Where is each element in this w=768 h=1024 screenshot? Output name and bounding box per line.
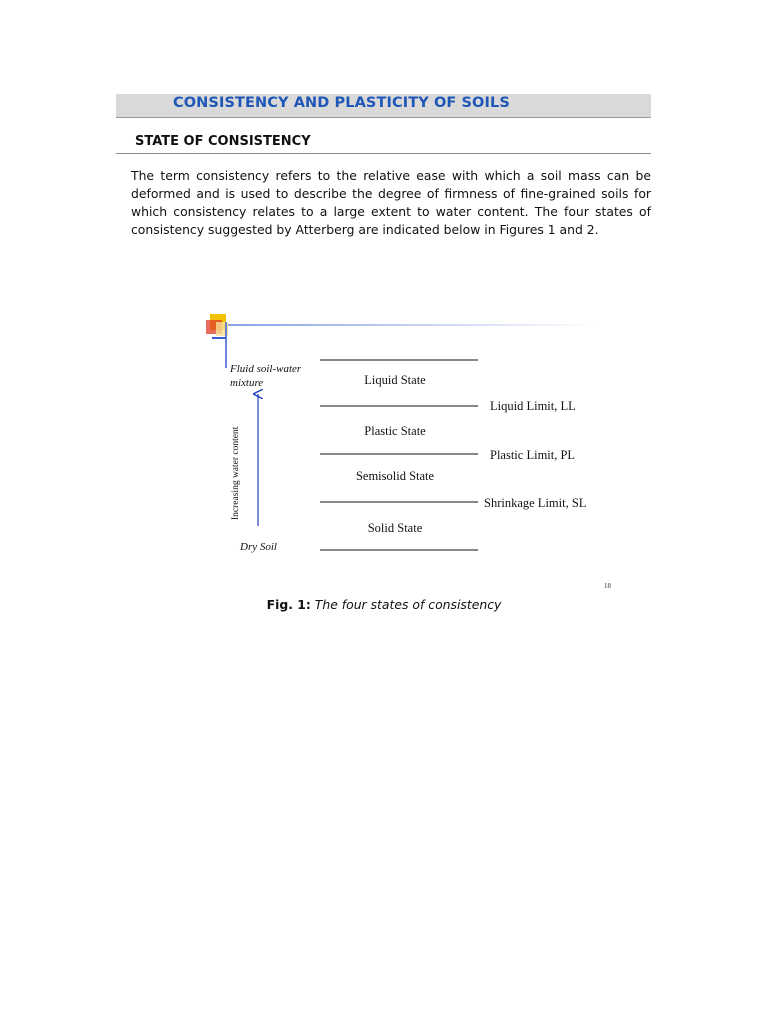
fluid-label-line2: mixture	[230, 377, 264, 389]
limit-plastic: Plastic Limit, PL	[490, 448, 576, 462]
section-divider	[116, 153, 651, 154]
state-plastic: Plastic State	[364, 424, 426, 438]
figure-caption	[0, 597, 768, 612]
limit-liquid: Liquid Limit, LL	[490, 399, 576, 413]
state-solid: Solid State	[367, 521, 423, 535]
state-liquid: Liquid State	[364, 373, 426, 387]
axis-label: Increasing water content	[231, 426, 241, 520]
state-semisolid: Semisolid State	[355, 469, 435, 483]
document-title: CONSISTENCY AND PLASTICITY OF SOILS	[173, 95, 510, 111]
figure-caption-text: The four states of consistency	[314, 597, 502, 612]
intro-paragraph: The term consistency refers to the relative ease with which a soil mass can be deformed and is used to describe the degree of firmness of fine-grained soils for which consistency relates to a large extent to water content. The four states of consistency suggested by Atterberg are indicated below in Figures 1 and 2.	[131, 168, 651, 237]
limit-shrinkage: Shrinkage Limit, SL	[484, 496, 587, 510]
section-heading: STATE OF CONSISTENCY	[135, 134, 311, 149]
consistency-diagram	[200, 308, 620, 598]
fluid-label-line1: Fluid soil-water	[230, 363, 302, 375]
slide-number: 18	[604, 582, 611, 590]
dry-soil-label: Dry Soil	[240, 541, 277, 553]
figure-caption-label: Fig. 1:	[266, 597, 311, 612]
consistency-figure	[200, 308, 620, 598]
slide-header-rule	[228, 324, 598, 326]
title-band	[116, 94, 651, 118]
